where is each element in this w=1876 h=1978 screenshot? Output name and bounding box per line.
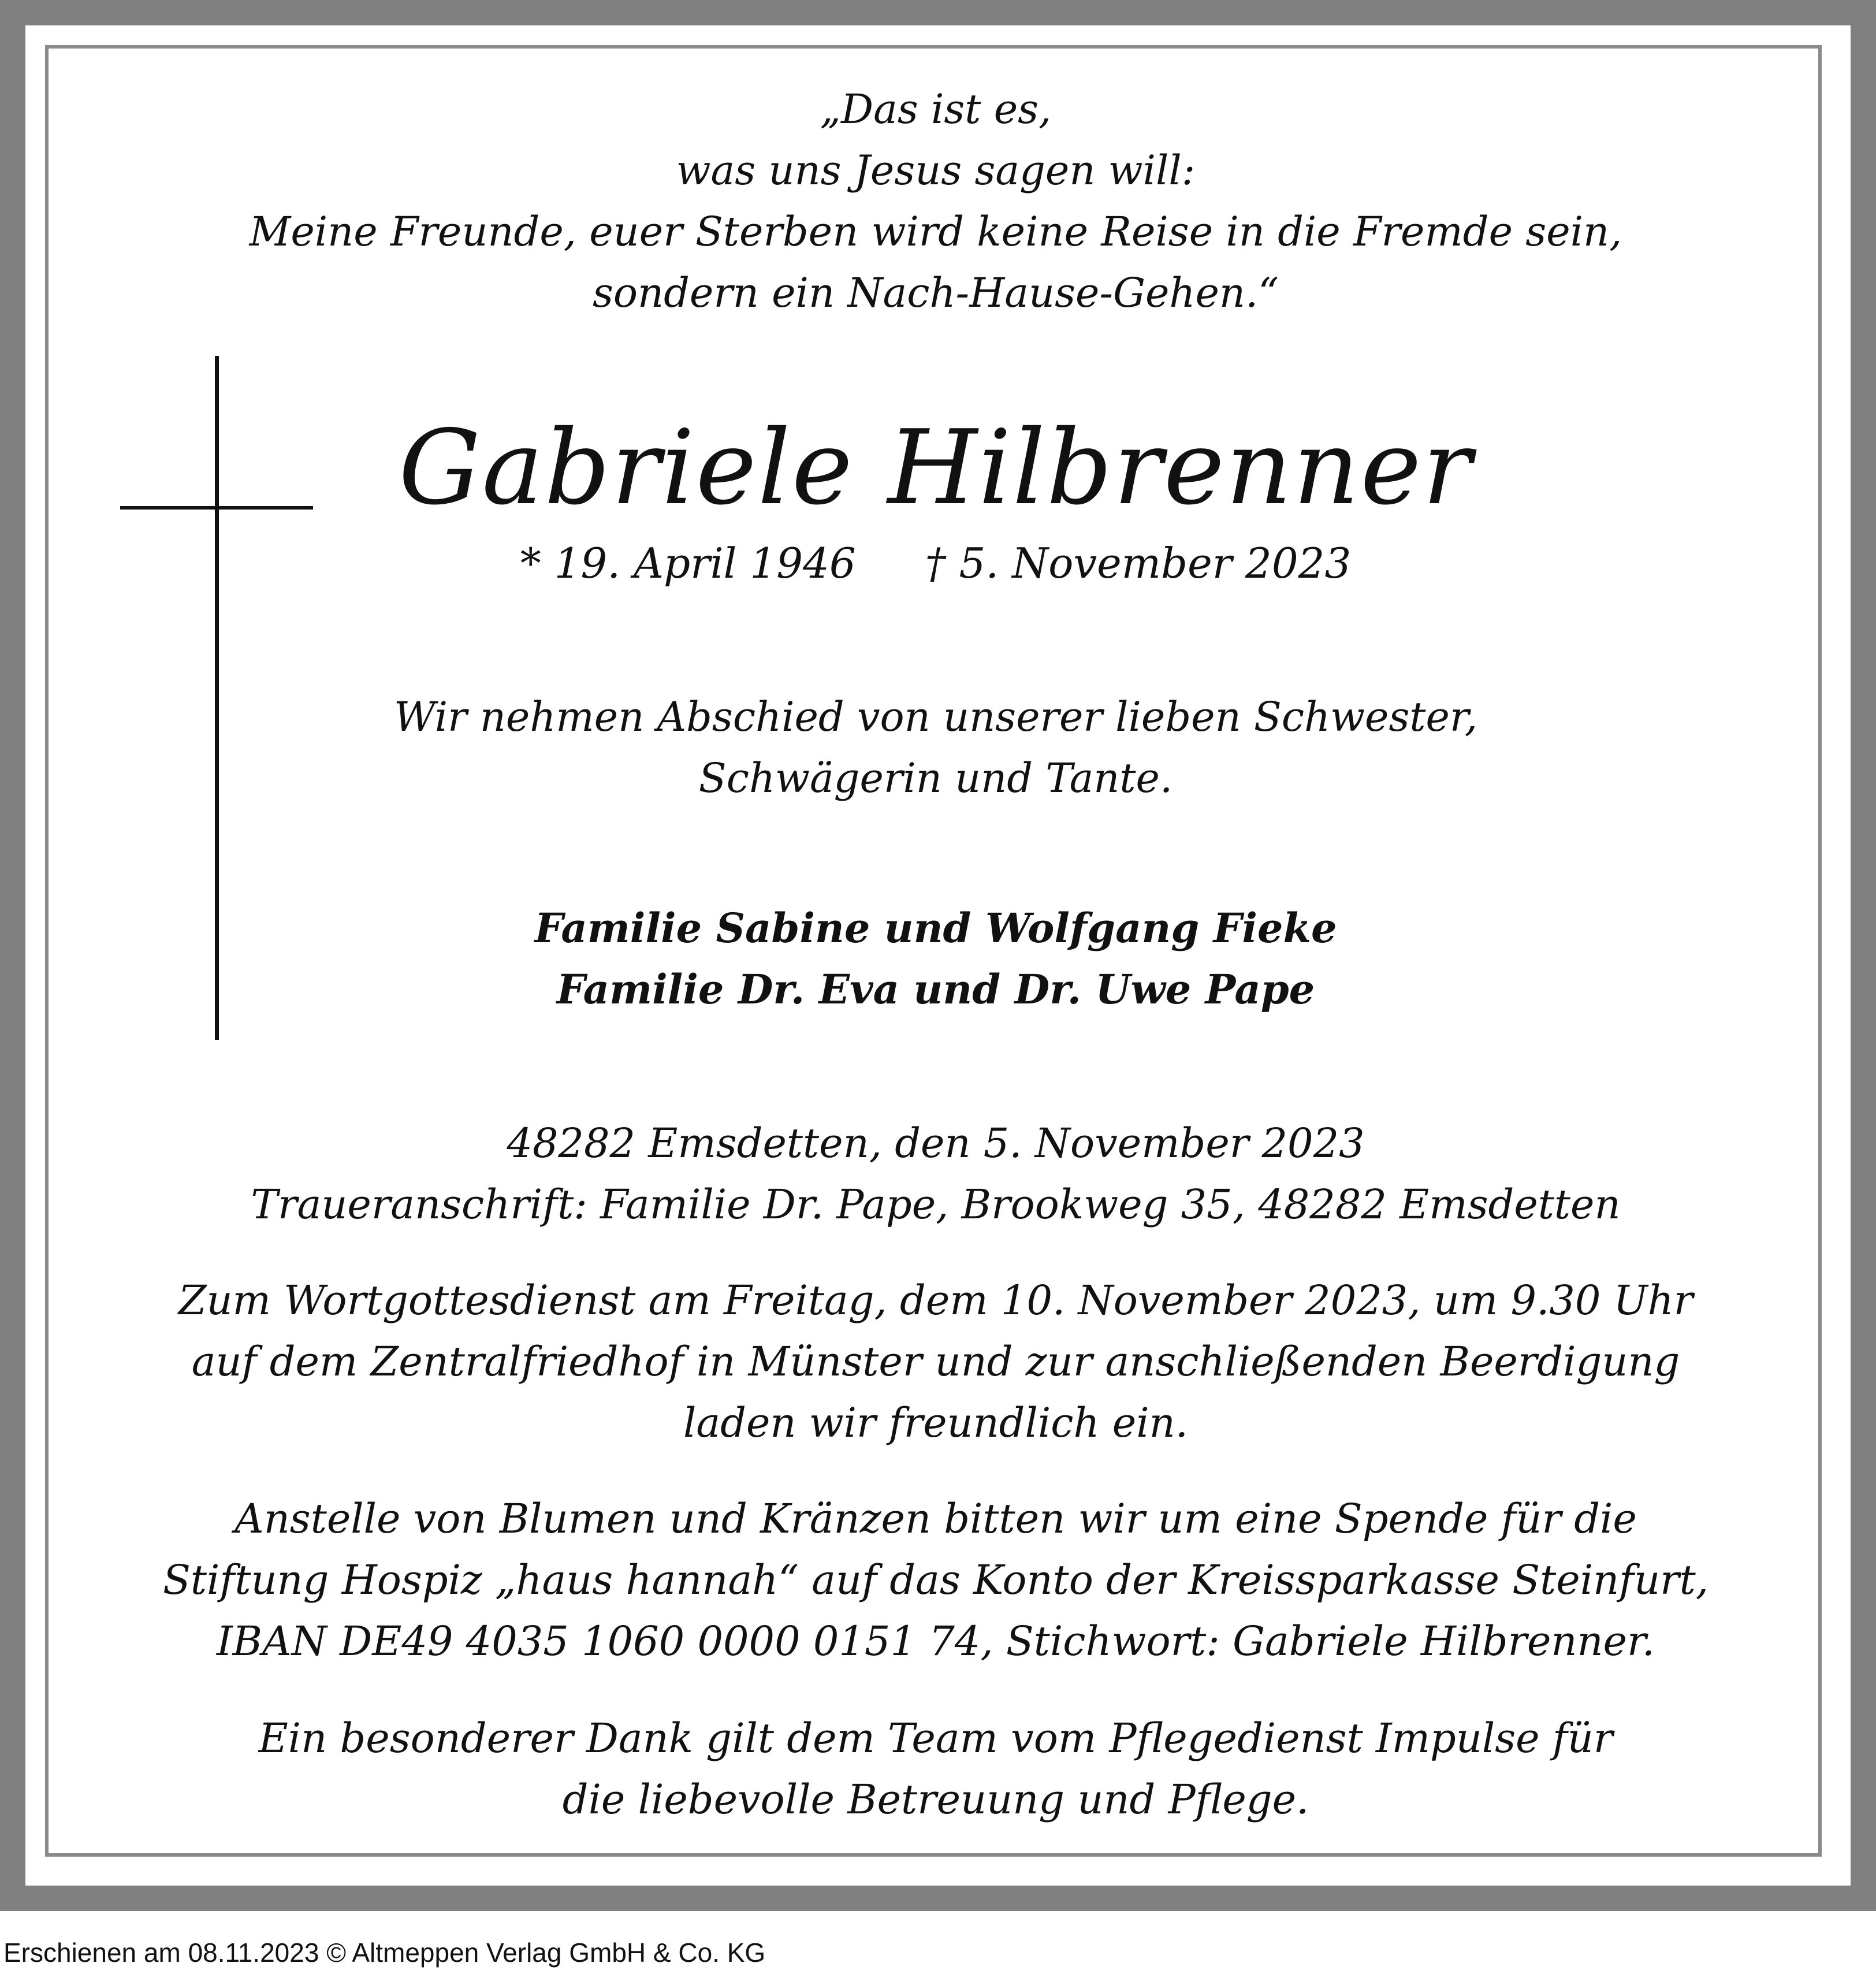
life-dates	[81, 533, 1791, 594]
service-invitation	[81, 1270, 1791, 1453]
farewell-line: Schwägerin und Tante.	[698, 754, 1173, 802]
mourning-address-line: Traueranschrift: Familie Dr. Pape, Brookweg 35, 48282 Emsdetten	[251, 1181, 1621, 1228]
farewell-line: Wir nehmen Abschied von unserer lieben Schwester,	[394, 693, 1477, 741]
bible-quote	[81, 79, 1791, 324]
farewell-text	[81, 686, 1791, 809]
service-line: auf dem Zentralfriedhof in Münster und zur anschließenden Beerdigung	[191, 1338, 1680, 1385]
place-and-address	[81, 1113, 1791, 1235]
place-date-line: 48282 Emsdetten, den 5. November 2023	[507, 1120, 1365, 1167]
thanks-text	[81, 1708, 1791, 1830]
quote-line: Meine Freunde, euer Sterben wird keine Reise in die Fremde sein,	[249, 208, 1622, 255]
quote-line: „Das ist es,	[820, 85, 1052, 133]
birth-date: * 19. April 1946	[520, 539, 856, 588]
donation-line: Stiftung Hospiz „haus hannah“ auf das Konto der Kreissparkasse Steinfurt,	[162, 1556, 1709, 1604]
mourning-families	[81, 898, 1791, 1020]
quote-line: was uns Jesus sagen will:	[676, 147, 1196, 194]
deceased-name: Gabriele Hilbrenner	[399, 408, 1473, 527]
publication-footer: Erschienen am 08.11.2023 © Altmeppen Verlag GmbH & Co. KG	[3, 1938, 766, 1968]
service-line: Zum Wortgottesdienst am Freitag, dem 10. November 2023, um 9.30 Uhr	[178, 1277, 1693, 1324]
donation-request	[81, 1488, 1791, 1672]
thanks-line: die liebevolle Betreuung und Pflege.	[562, 1776, 1309, 1823]
family-name: Familie Dr. Eva und Dr. Uwe Pape	[556, 965, 1315, 1013]
death-date: † 5. November 2023	[925, 539, 1352, 588]
family-name: Familie Sabine und Wolfgang Fieke	[534, 904, 1337, 952]
thanks-line: Ein besonderer Dank gilt dem Team vom Pflegedienst Impulse für	[258, 1715, 1613, 1762]
service-line: laden wir freundlich ein.	[683, 1399, 1188, 1447]
donation-line: Anstelle von Blumen und Kränzen bitten wir um eine Spende für die	[234, 1495, 1637, 1542]
donation-line: IBAN DE49 4035 1060 0000 0151 74, Stichwort: Gabriele Hilbrenner.	[216, 1618, 1655, 1665]
quote-line: sondern ein Nach-Hause-Gehen.“	[592, 269, 1279, 317]
